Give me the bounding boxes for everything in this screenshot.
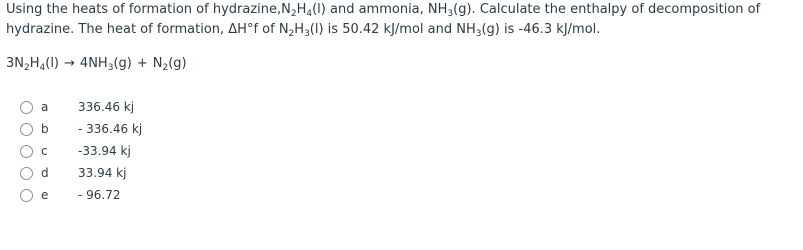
equation-part: 4NH — [79, 56, 108, 71]
answer-option-b[interactable] — [20, 118, 420, 140]
radio-button[interactable] — [20, 167, 33, 180]
equation-part: H — [29, 56, 40, 71]
question-text-part: (g). Calculate the enthalpy of decomposition of hydrazine. The heat of formation, ΔH°f of N — [6, 2, 761, 37]
question-text — [6, 0, 800, 40]
radio-button[interactable] — [20, 189, 33, 202]
subscript: 3 — [107, 63, 114, 73]
equation-part: N — [152, 56, 163, 71]
question-text-part: H — [294, 22, 305, 37]
option-text: 33.94 kj — [78, 166, 127, 180]
question-text-part: Using the heats of formation of hydrazine,N — [6, 2, 291, 17]
reaction-arrow-icon: → — [64, 56, 75, 71]
question-text-part: H — [296, 2, 307, 17]
subscript: 3 — [304, 29, 310, 39]
subscript: 2 — [288, 29, 295, 39]
chemical-equation — [6, 54, 187, 74]
answer-option-d[interactable] — [20, 162, 420, 184]
option-text: - 336.46 kj — [78, 122, 143, 136]
radio-button[interactable] — [20, 145, 33, 158]
question-text-part: (l) and ammonia, NH — [312, 2, 448, 17]
subscript: 3 — [475, 29, 482, 39]
subscript: 2 — [162, 63, 169, 73]
question-paragraph — [6, 0, 800, 40]
equation-part: (g) — [113, 56, 132, 71]
option-text: - 96.72 — [78, 188, 121, 202]
equation-part: (g) — [168, 56, 187, 71]
option-text: 336.46 kj — [78, 100, 135, 114]
subscript: 4 — [39, 63, 46, 73]
subscript: 4 — [306, 9, 313, 19]
answer-option-a[interactable] — [20, 96, 420, 118]
subscript: 3 — [447, 9, 454, 19]
radio-button[interactable] — [20, 123, 33, 136]
option-letter: b — [41, 122, 49, 136]
question-text-part: (g) is -46.3 kJ/mol. — [481, 22, 601, 37]
equation-part: (l) — [45, 56, 60, 71]
equation-part: 3N — [6, 56, 24, 71]
option-letter: d — [41, 166, 49, 180]
subscript: 2 — [24, 63, 30, 73]
subscript: 2 — [290, 9, 297, 19]
answer-option-c[interactable] — [20, 140, 420, 162]
option-text: -33.94 kj — [78, 144, 131, 158]
answer-option-e[interactable] — [20, 184, 420, 206]
equation-plus: + — [136, 56, 148, 71]
option-letter: c — [41, 144, 48, 158]
answer-options — [20, 96, 420, 206]
question-text-part: (l) is 50.42 kJ/mol and NH — [309, 22, 476, 37]
option-letter: e — [41, 188, 49, 202]
option-letter: a — [41, 100, 49, 114]
radio-button[interactable] — [20, 101, 33, 114]
